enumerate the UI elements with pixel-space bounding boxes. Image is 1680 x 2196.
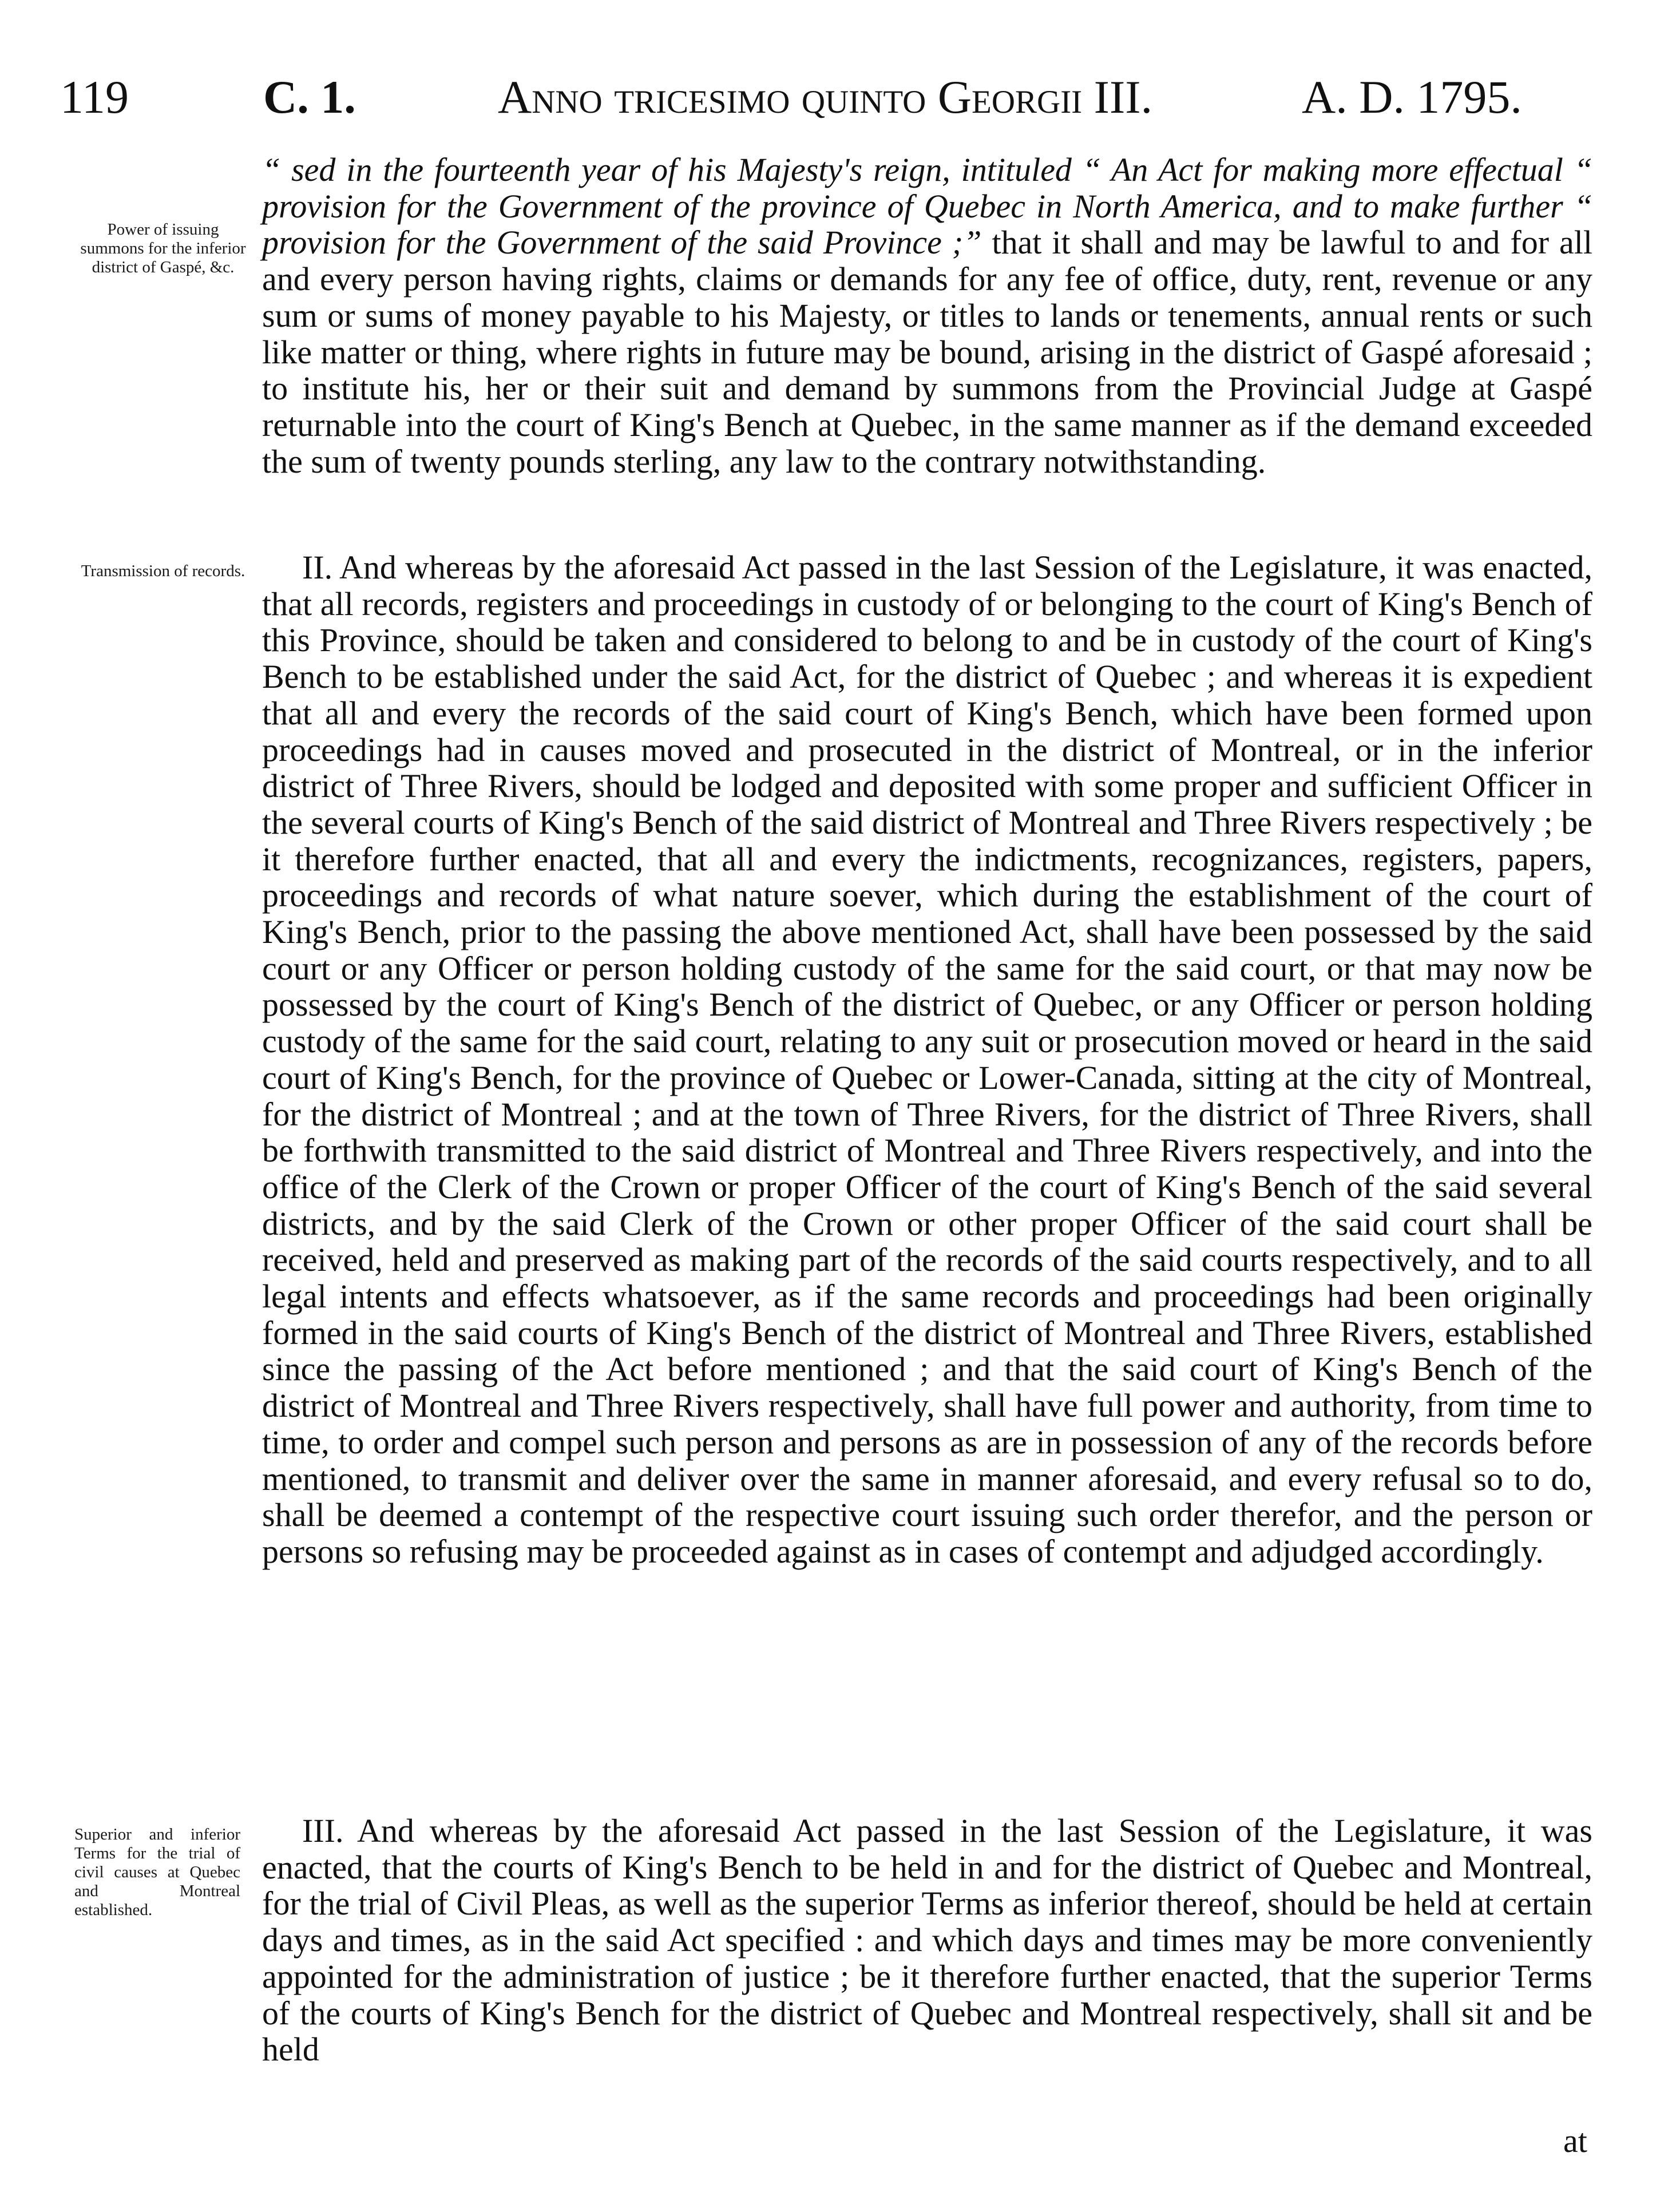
running-header	[0, 66, 1680, 129]
page-number: 119	[60, 71, 129, 123]
paragraph-continuation	[262, 152, 1592, 479]
section-ii-paragraph: II. And whereas by the aforesaid Act passed in the last Session of the Legislature, it was enacted, that all records, registers and proceedings in custody of or belonging to the court of King's Bench of this Province, should be taken and considered to belong to and be in custody of the court of King's Bench to be established under the said Act, for the district of Quebec ; and whereas it is expedient that all and every the records of the said court of King's Bench, which have been formed upon proceedings had in causes moved and prosecuted in the district of Montreal, or in the inferior district of Three Rivers, should be lodged and deposited with some proper and sufficient Officer in the several courts of King's Bench of the said district of Montreal and Three Rivers respectively ; be it therefore further enacted, that all and every the indictments, recognizances, registers, papers, proceedings and records of what nature soever, which during the establishment of the court of King's Bench, prior to the passing the above mentioned Act, shall have been possessed by the said court or any Officer or person holding custody of the same for the said court, or that may now be possessed by the court of King's Bench of the district of Quebec, or any Officer or person holding custody of the same for the said court, relating to any suit or prosecution moved or heard in the said court of King's Bench, for the province of Quebec or Lower-Canada, sitting at the city of Montreal, for the district of Montreal ; and at the town of Three Rivers, for the district of Three Rivers, shall be forthwith transmitted to the said district of Montreal and Three Rivers respectively, and into the office of the Clerk of the Crown or proper Officer of the court of King's Bench of the said several districts, and by the said Clerk of the Crown or other proper Officer of the said court shall be received, held and preserved as making part of the records of the said courts respectively, and to all legal intents and effects whatsoever, as if the same records and proceedings had been originally formed in the said courts of King's Bench of the district of Montreal and Three Rivers, established since the passing of the Act before mentioned ; and that the said court of King's Bench of the district of Montreal and Three Rivers respectively, shall have full power and authority, from time to time, to order and compel such person and persons as are in possession of any of the records before mentioned, to transmit and deliver over the same in manner aforesaid, and every refusal so to do, shall be deemed a contempt of the respective court issuing such order therefor, and the person or persons so refusing may be proceeded against as in cases of contempt and adjudged accordingly.	[262, 549, 1592, 1570]
catchword: at	[1563, 2122, 1587, 2159]
margin-note-transmission: Transmission of records.	[81, 562, 245, 580]
margin-note-gaspe-summons: Power of issuing summons for the inferior district of Gaspé, &c.	[80, 220, 246, 276]
header-title: Anno tricesimo quinto Georgii III.	[498, 71, 1153, 123]
header-year: A. D. 1795.	[1302, 71, 1522, 123]
margin-note-superior-terms: Superior and inferior Terms for the trial of civil causes at Quebec and Montreal established.	[74, 1825, 240, 1919]
chapter-number: C. 1.	[263, 71, 356, 123]
paragraph-italic-quote: “ sed in the fourteenth year of his Majesty's reign, intituled “ An Act for making more effectual “ provision for the Government of the province of Quebec in North America, and to make further “ provision for the Government of the said Province ;”	[262, 151, 1592, 261]
paragraph-text: that it shall and may be lawful to and for all and every person having rights, claims or demands for any fee of office, duty, rent, revenue or any sum or sums of money payable to his Majesty, or titles to lands or tenements, annual rents or such like matter or thing, where rights in future may be bound, arising in the district of Gaspé aforesaid ; to institute his, her or their suit and demand by summons from the Provincial Judge at Gaspé returnable into the court of King's Bench at Quebec, in the same manner as if the demand exceeded the sum of twenty pounds sterling, any law to the contrary notwithstanding.	[262, 224, 1592, 480]
section-iii-paragraph: III. And whereas by the aforesaid Act passed in the last Session of the Legislature, it was enacted, that the courts of King's Bench to be held in and for the district of Quebec and Montreal, for the trial of Civil Pleas, as well as the superior Terms as inferior thereof, should be held at certain days and times, as in the said Act specified : and which days and times may be more conveniently appointed for the administration of justice ; be it therefore further enacted, that the superior Terms of the courts of King's Bench for the district of Quebec and Montreal respectively, shall sit and be held	[262, 1812, 1592, 2068]
